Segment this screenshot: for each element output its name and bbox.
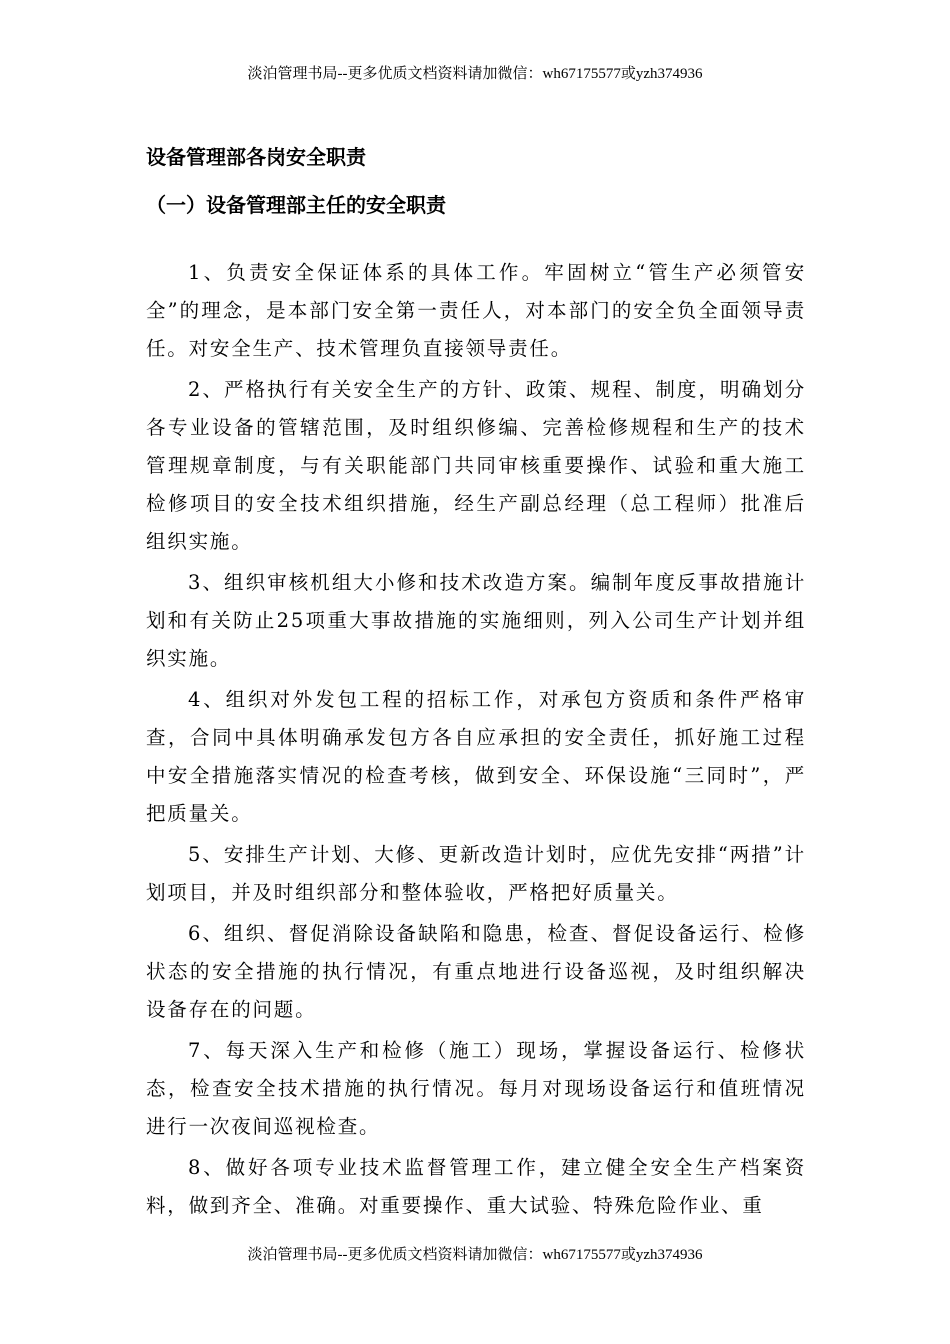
paragraph-2: 2、严格执行有关安全生产的方针、政策、规程、制度，明确划分各专业设备的管辖范围，及时组织修编、完善检修规程和生产的技术管理规章制度，与有关职能部门共同审核重要操作、试验和重大施工检修项目的安全技术组织措施，经生产副总经理（总工程师）批准后组织实施。 bbox=[146, 378, 806, 553]
page-footer-watermark: 淡泊管理书局--更多优质文档资料请加微信：wh67175577或yzh374936 bbox=[247, 1247, 703, 1263]
paragraph-1: 1、负责安全保证体系的具体工作。牢固树立“管生产必须管安全”的理念，是本部门安全第一责任人，对本部门的安全负全面领导责任。对安全生产、技术管理负直接领导责任。 bbox=[146, 261, 806, 360]
paragraph-5: 5、安排生产计划、大修、更新改造计划时，应优先安排“两措”计划项目，并及时组织部分和整体验收，严格把好质量关。 bbox=[146, 843, 806, 904]
paragraph-6: 6、组织、督促消除设备缺陷和隐患，检查、督促设备运行、检修状态的安全措施的执行情况，有重点地进行设备巡视，及时组织解决设备存在的问题。 bbox=[146, 922, 806, 1021]
document-title: 设备管理部各岗安全职责 bbox=[146, 145, 366, 169]
page-header-watermark: 淡泊管理书局--更多优质文档资料请加微信：wh67175577或yzh374936 bbox=[247, 66, 703, 82]
paragraph-3: 3、组织审核机组大小修和技术改造方案。编制年度反事故措施计划和有关防止25项重大事故措施的实施细则，列入公司生产计划并组织实施。 bbox=[146, 571, 806, 670]
section-heading: （一）设备管理部主任的安全职责 bbox=[146, 193, 446, 217]
paragraph-7: 7、每天深入生产和检修（施工）现场，掌握设备运行、检修状态，检查安全技术措施的执行情况。每月对现场设备运行和值班情况进行一次夜间巡视检查。 bbox=[146, 1039, 806, 1138]
paragraph-8: 8、做好各项专业技术监督管理工作，建立健全安全生产档案资料，做到齐全、准确。对重要操作、重大试验、特殊危险作业、重 bbox=[146, 1156, 806, 1217]
paragraph-4: 4、组织对外发包工程的招标工作，对承包方资质和条件严格审查，合同中具体明确承发包方各自应承担的安全责任，抓好施工过程中安全措施落实情况的检查考核，做到安全、环保设施“三同时”，严把质量关。 bbox=[146, 688, 806, 825]
paragraph-list bbox=[146, 254, 806, 1225]
document-body bbox=[146, 140, 806, 1228]
